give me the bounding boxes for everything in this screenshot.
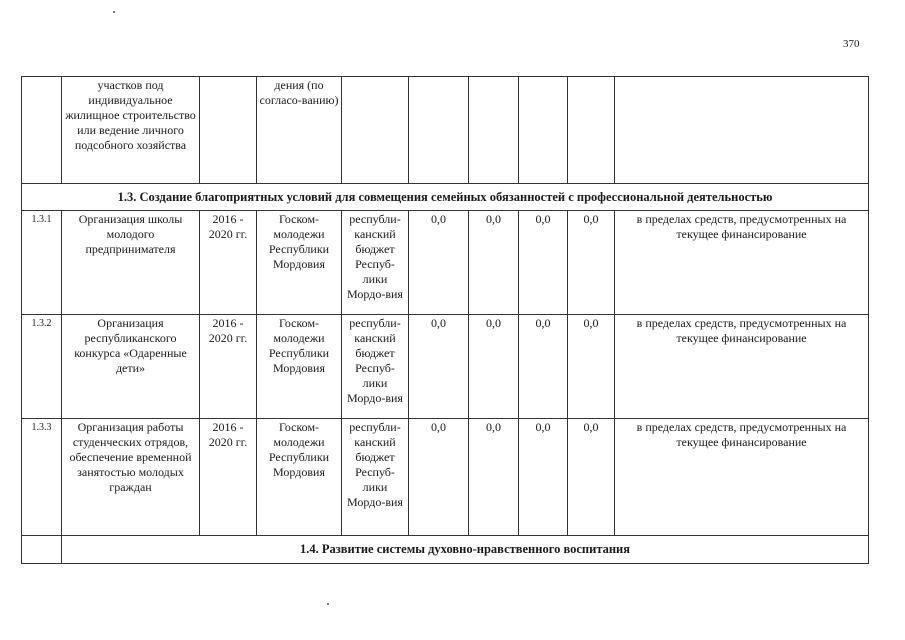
program-table — [21, 76, 869, 564]
page-number: 370 — [843, 38, 860, 50]
measure-name: участков под индивидуальное жилищное строительство или ведение личного подсобного хозяйства — [62, 77, 200, 184]
period: 2016 - 2020 гг. — [200, 315, 257, 419]
note: в пределах средств, предусмотренных на текущее финансирование — [615, 315, 869, 419]
period: 2016 - 2020 гг. — [200, 419, 257, 536]
value-cell: 0,0 — [469, 315, 519, 419]
value-cell: 0,0 — [469, 419, 519, 536]
measure-name: Организация школы молодого предпринимателя — [62, 211, 200, 315]
value-cell: 0,0 — [519, 419, 568, 536]
table-row — [22, 315, 869, 419]
measure-name: Организация республиканского конкурса «Одаренные дети» — [62, 315, 200, 419]
row-number: 1.3.1 — [22, 211, 62, 315]
row-number: 1.3.3 — [22, 419, 62, 536]
table-row — [22, 419, 869, 536]
value-cell: 0,0 — [568, 315, 615, 419]
section-heading-1-3: 1.3. Создание благоприятных условий для совмещения семейных обязанностей с профессиональной деятельностью — [22, 184, 869, 211]
value-cell: 0,0 — [568, 419, 615, 536]
executor: Госком-молодежи Республики Мордовия — [257, 211, 342, 315]
funding-source: республи-канский бюджет Респуб-лики Мордо-вия — [342, 419, 409, 536]
note: в пределах средств, предусмотренных на текущее финансирование — [615, 419, 869, 536]
table-row — [22, 211, 869, 315]
section-heading-1-4: 1.4. Развитие системы духовно-нравственного воспитания — [62, 536, 869, 564]
measure-name: Организация работы студенческих отрядов, обеспечение временной занятостью молодых граждан — [62, 419, 200, 536]
period: 2016 - 2020 гг. — [200, 211, 257, 315]
funding-source: республи-канский бюджет Респуб-лики Мордо-вия — [342, 211, 409, 315]
scan-speck — [113, 11, 115, 13]
note: в пределах средств, предусмотренных на текущее финансирование — [615, 211, 869, 315]
value-cell: 0,0 — [409, 315, 469, 419]
executor: Госком-молодежи Республики Мордовия — [257, 419, 342, 536]
value-cell: 0,0 — [469, 211, 519, 315]
section-row — [22, 536, 869, 564]
row-number: 1.3.2 — [22, 315, 62, 419]
value-cell: 0,0 — [568, 211, 615, 315]
value-cell: 0,0 — [519, 211, 568, 315]
scan-speck — [327, 603, 329, 605]
value-cell: 0,0 — [409, 211, 469, 315]
value-cell: 0,0 — [519, 315, 568, 419]
table-row — [22, 77, 869, 184]
section-row — [22, 184, 869, 211]
executor: Госком-молодежи Республики Мордовия — [257, 315, 342, 419]
value-cell: 0,0 — [409, 419, 469, 536]
funding-source: республи-канский бюджет Респуб-лики Мордо-вия — [342, 315, 409, 419]
executor: дения (по согласо-ванию) — [257, 77, 342, 184]
